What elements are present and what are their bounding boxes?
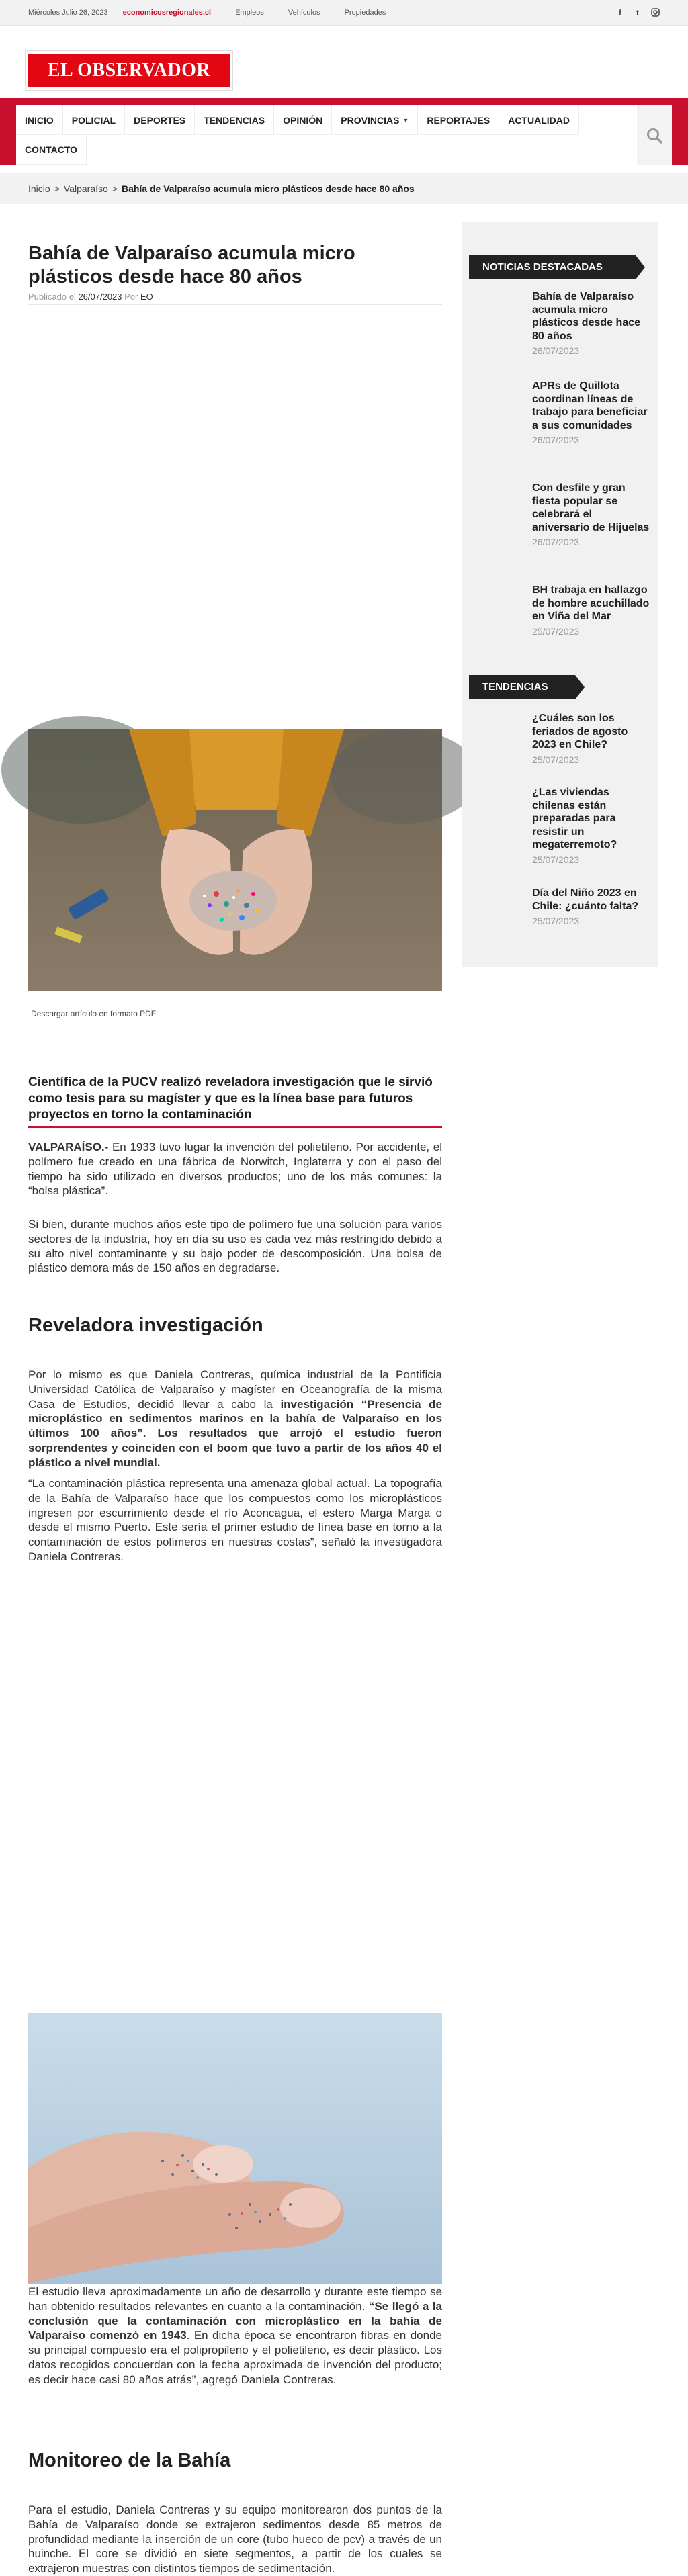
search-icon [646,127,663,144]
paragraph: VALPARAÍSO.- En 1933 tuvo lugar la invención del polietileno. Por accidente, el polímero fue creado en una fábrica de Norwitch, Inglaterra y con el paso del tiempo ha sido utilizado en diversos productos; uno de los más comunes: la “bolsa plástica”. [28,1141,442,1198]
sidebar-trend-item[interactable]: ¿Cuáles son los feriados de agosto 2023 en Chile? 25/07/2023 [532,713,628,765]
sidebar [462,222,658,967]
link-vehiculos[interactable]: Vehículos [288,9,320,17]
breadcrumb-current: Bahía de Valparaíso acumula micro plásticos desde hace 80 años [121,183,415,194]
sidebar-trends-heading: TENDENCIAS [469,675,575,699]
current-date: Miércoles Julio 26, 2023 [28,9,108,17]
article-image-fingers [28,2013,442,2284]
nav-item-inicio[interactable]: INICIO [16,105,63,135]
article-lead: Científica de la PUCV realizó reveladora investigación que le sirvió como tesis para su magíster y que es la línea base para futuros proyectos en torno la contaminación [28,1075,442,1128]
nav-item-actualidad[interactable]: ACTUALIDAD [499,105,579,135]
nav-item-tendencias[interactable]: TENDENCIAS [195,105,274,135]
link-economicos-regionales[interactable]: economicosregionales.cl [122,9,212,17]
breadcrumb-separator: > [54,183,60,194]
section-heading: Reveladora investigación [28,1315,263,1336]
breadcrumb-section[interactable]: Valparaíso [63,183,108,194]
breadcrumb-home[interactable]: Inicio [28,183,50,194]
paragraph: Para el estudio, Daniela Contreras y su equipo monitorearon dos puntos de la Bahía de Valparaíso donde se extrajeron sedimentos desde 85 metros de profundidad mediante la inserción de un core (tubo hueco de pcv) a través de un huinche. El core se dividió en siete segmentos, a partir de los cuales se extrajeron muestras con distintos tiempos de sedimentación. [28,2503,442,2575]
link-propiedades[interactable]: Propiedades [344,9,386,17]
site-logo[interactable]: EL OBSERVADOR [28,54,230,87]
sidebar-trend-item[interactable]: ¿Las viviendas chilenas están preparadas para resistir un megaterremoto? 25/07/2023 [532,787,617,865]
nav-item-reportajes[interactable]: REPORTAJES [418,105,499,135]
chevron-down-icon: ▼ [402,116,409,124]
instagram-icon[interactable] [650,8,660,17]
paragraph: El estudio lleva aproximadamente un año de desarrollo y durante este tiempo se han obtenido resultados relevantes en cuanto a la contaminación. “Se llegó a la conclusión que la contaminación con microplástico en la bahía de Valparaíso comenzó en 1943. En dicha época se encontraron fibras en donde su principal compuesto era el polipropileno y el polietileno, es decir plástico. Los datos recogidos concuerdan con la fecha aproximada de invención del producto; es decir hace casi 80 años atrás”, agregó Daniela Contreras. [28,2285,443,2386]
top-bar [0,0,688,26]
nav-item-provincias[interactable]: PROVINCIAS ▼ [332,105,418,135]
page-title: Bahía de Valparaíso acumula micro plásticos desde hace 80 años [28,242,355,287]
article-image-hands [28,729,442,991]
sidebar-trend-item[interactable]: Día del Niño 2023 en Chile: ¿cuánto falta? 25/07/2023 [532,887,639,927]
article [28,242,443,2575]
nav-item-contacto[interactable]: CONTACTO [16,135,87,165]
nav-item-opinion[interactable]: OPINIÓN [274,105,332,135]
publish-date: 26/07/2023 [78,291,122,302]
sidebar-news-item[interactable]: Con desfile y gran fiesta popular se celebrará el aniversario de Hijuelas 26/07/2023 [532,482,650,548]
paragraph: “La contaminación plástica representa una amenaza global actual. La topografía de la Bahía de Valparaíso hace que los compuestos como los microplásticos ingresen por escurrimiento desde el río Aconcagua, el estero Marga Marga o desde el mismo Puerto. Este sería el primer estudio de línea base en torno a la contaminación de estos polímeros en nuestras costas”, señaló la investigadora Daniela Contreras. [28,1477,442,1563]
search-button[interactable] [637,105,672,165]
paragraph: Si bien, durante muchos años este tipo de polímero fue una solución para varios sectores de la industria, hoy en día su uso es cada vez más restringido debido a su alto nivel contaminante y su bajo poder de descomposición. Una bolsa de plástico demora más de 150 años en degradarse. [28,1218,442,1275]
sidebar-featured-heading: NOTICIAS DESTACADAS [469,255,636,279]
breadcrumb-separator: > [112,183,118,194]
breadcrumb [0,173,688,204]
section-heading: Monitoreo de la Bahía [28,2450,231,2471]
nav-item-deportes[interactable]: DEPORTES [125,105,195,135]
article-meta: Publicado el 26/07/2023 Por EO [28,292,442,305]
sidebar-news-item[interactable]: APRs de Quillota coordinan líneas de trabajo para beneficiar a sus comunidades 26/07/2023 [532,380,648,446]
facebook-icon[interactable]: f [619,8,621,17]
sidebar-news-item[interactable]: Bahía de Valparaíso acumula micro plásticos desde hace 80 años 26/07/2023 [532,291,640,357]
twitter-icon[interactable]: t [636,8,639,17]
link-empleos[interactable]: Empleos [235,9,264,17]
author[interactable]: EO [140,291,153,302]
paragraph: Por lo mismo es que Daniela Contreras, química industrial de la Pontificia Universidad Católica de Valparaíso y magíster en Oceanografía de la misma Casa de Estudios, decidió llevar a cabo la investigación “Presencia de microplástico en sedimentos marinos en la bahía de Valparaíso en los últimos 100 años”. Los resultados que arrojó el estudio fueron sorprendentes y coinciden con el boom que tuvo a partir de los años 40 el plástico a nivel mundial. [28,1368,442,1469]
social-links [615,8,660,17]
main-nav [0,98,688,165]
nav-item-policial[interactable]: POLICIAL [63,105,125,135]
sidebar-news-item[interactable]: BH trabaja en hallazgo de hombre acuchillado en Viña del Mar 25/07/2023 [532,584,650,637]
pdf-download-link[interactable]: Descargar artículo en formato PDF [31,1009,157,1018]
